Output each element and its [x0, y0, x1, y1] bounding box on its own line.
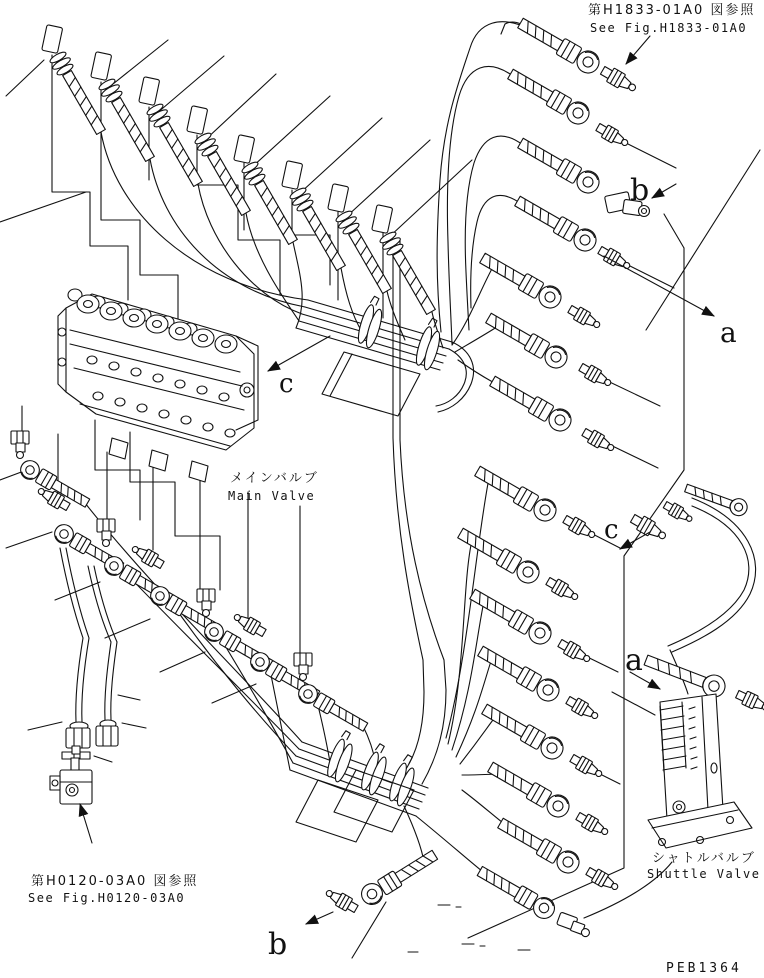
ref-top-right-jp: 第H1833-01A0 図参照: [588, 3, 756, 18]
callout-a-right: a: [720, 316, 737, 349]
bottom-left-valve-group: [50, 638, 118, 804]
main-valve-label-jp: メインバルブ: [230, 471, 319, 486]
callout-a-right-arrow: [604, 256, 714, 316]
callout-b-bottom-arrow: [306, 912, 333, 924]
callout-b-bottom: b: [268, 927, 288, 962]
ref-top-right-en: See Fig.H1833-01A0: [590, 21, 748, 35]
callout-c-right: c: [604, 515, 619, 545]
bottom-hose-bundle: [290, 729, 428, 842]
see-fig-bottom-arrow: [80, 804, 92, 843]
ref-bottom-left-jp: 第H0120-03A0 図参照: [31, 874, 199, 889]
callout-c-mid: c: [279, 369, 294, 399]
shuttle-valve-label-jp: シャトルバルブ: [652, 851, 756, 866]
main-valve: [58, 289, 258, 482]
see-fig-top-arrow: [626, 36, 650, 64]
callout-c-mid-arrow: [268, 336, 330, 371]
callout-b-top-arrow: [652, 184, 676, 198]
callout-c-right-arrow: [620, 532, 650, 549]
ref-bottom-left-en: See Fig.H0120-03A0: [28, 891, 186, 905]
shuttle-valve: [642, 650, 764, 848]
callout-a-lower: a: [625, 643, 643, 678]
main-valve-label-en: Main Valve: [228, 489, 316, 503]
elbow-fitting-bottom: [556, 912, 593, 938]
middle-hose-bundle: [296, 295, 474, 416]
callout-b-top: b: [630, 173, 650, 208]
shuttle-valve-label-en: Shuttle Valve: [647, 867, 761, 881]
plate-number: PEB1364: [666, 961, 742, 976]
